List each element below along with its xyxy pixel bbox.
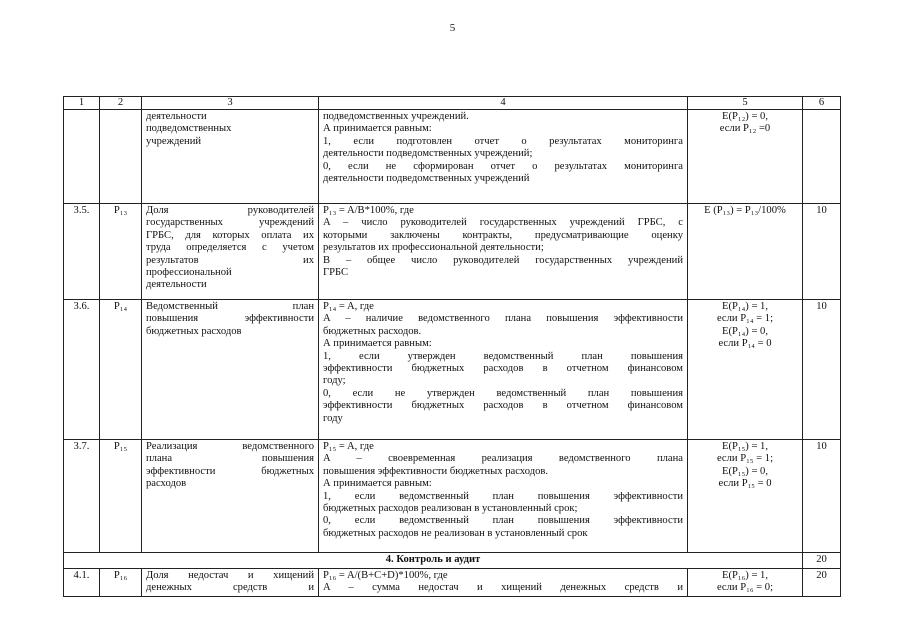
text-line: результатов их (146, 254, 314, 266)
weight: 10 (803, 204, 841, 300)
weight: 10 (803, 300, 841, 440)
text-line: B – общее число руководителей государственных учреждений (323, 254, 683, 266)
text-line: А принимается равным: (323, 123, 432, 135)
indicator-code: P₁₅ (100, 440, 142, 553)
indicator-name (142, 110, 319, 204)
text-line: А принимается равным: (323, 478, 432, 490)
text-line: Доля руководителей (146, 205, 314, 216)
text-line: Доля недостач и хищений (146, 570, 314, 581)
text-line: деятельности (146, 279, 207, 291)
text-line: 1, если утвержден ведомственный план повышения (323, 350, 683, 362)
row-number: 3.5. (64, 204, 100, 300)
row-number: 4.1. (64, 569, 100, 597)
row-number: 3.7. (64, 440, 100, 553)
text-line: E (P₁₃) = P₁₃/100% (704, 205, 786, 216)
section-row (64, 553, 841, 569)
weight (803, 110, 841, 204)
indicator-name (142, 440, 319, 553)
header-cell: 4 (319, 97, 688, 110)
evaluation (688, 110, 803, 204)
text-line: труда определяется с учетом (146, 242, 314, 254)
text-line: если P₁₂ =0 (719, 123, 771, 135)
text-line: расходов (146, 478, 187, 490)
formula-text (319, 204, 688, 300)
table-row (64, 204, 841, 300)
text-line: бюджетных расходов (146, 325, 242, 337)
text-line: бюджетных расходов. (323, 325, 422, 337)
text-line: деятельности (146, 111, 207, 122)
formula-text (319, 569, 688, 597)
evaluation (688, 569, 803, 597)
header-cell: 5 (688, 97, 803, 110)
table-row (64, 110, 841, 204)
text-line: государственных учреждений (146, 217, 314, 229)
table-row (64, 440, 841, 553)
text-line: Ведомственный план (146, 301, 314, 312)
text-line: подведомственных (146, 123, 232, 135)
text-line: плана повышения (146, 453, 314, 465)
text-line: Реализация ведомственного (146, 441, 314, 452)
text-line: E(P₁₂) = 0, (721, 111, 769, 122)
text-line: P₁₃ = A/B*100%, где (323, 205, 414, 216)
text-line: учреждений (146, 135, 202, 147)
text-line: А принимается равным: (323, 338, 432, 350)
text-line: повышения эффективности бюджетных расходов. (323, 465, 549, 477)
text-line: E(P₁₄) = 1, (721, 301, 769, 312)
text-line: бюджетных расходов не реализован в установленный срок (323, 527, 588, 539)
evaluation (688, 300, 803, 440)
text-line: E(P₁₅) = 0, (721, 465, 769, 477)
text-line: денежных средств и (146, 582, 314, 594)
indicator-name (142, 300, 319, 440)
text-line: повышения эффективности (146, 313, 314, 325)
criteria-table (63, 96, 841, 597)
formula-text (319, 440, 688, 553)
header-cell: 1 (64, 97, 100, 110)
text-line: эффективности бюджетных (146, 465, 314, 477)
text-line: году; (323, 375, 346, 387)
text-line: A – число руководителей государственных учреждений ГРБС, с (323, 217, 683, 229)
text-line: 0, если не утвержден ведомственный план повышения (323, 387, 683, 399)
text-line: если P₁₅ = 0 (718, 478, 772, 490)
evaluation (688, 440, 803, 553)
weight: 20 (803, 569, 841, 597)
table-row (64, 300, 841, 440)
formula-text (319, 300, 688, 440)
text-line: результатов их профессиональной деятельности; (323, 242, 544, 254)
text-line: если P₁₄ = 1; (716, 313, 774, 325)
text-line: если P₁₆ = 0; (716, 582, 774, 594)
header-cell: 2 (100, 97, 142, 110)
text-line: подведомственных учреждений. (323, 111, 469, 122)
text-line: 1, если ведомственный план повышения эффективности (323, 490, 683, 502)
text-line: E(P₁₄) = 0, (721, 325, 769, 337)
text-line: эффективности бюджетных расходов в отчетном финансовом (323, 400, 683, 412)
text-line: P₁₅ = A, где (323, 441, 374, 452)
indicator-code: P₁₃ (100, 204, 142, 300)
header-cell: 3 (142, 97, 319, 110)
text-line: 0, если ведомственный план повышения эффективности (323, 515, 683, 527)
evaluation (688, 204, 803, 300)
text-line: году (323, 412, 343, 424)
text-line: ГРБС, для которых оплата их (146, 229, 314, 241)
text-line: деятельности подведомственных учреждений; (323, 148, 533, 160)
text-line: если P₁₅ = 1; (716, 453, 774, 465)
section-title: 4. Контроль и аудит (64, 553, 803, 569)
page-number: 5 (449, 22, 456, 34)
formula-text (319, 110, 688, 204)
header-row (64, 97, 841, 110)
indicator-code: P₁₄ (100, 300, 142, 440)
row-number (64, 110, 100, 204)
row-number: 3.6. (64, 300, 100, 440)
text-line: 0, если не сформирован отчет о результатах мониторинга (323, 160, 683, 172)
text-line: ГРБС (323, 267, 349, 279)
section-weight: 20 (803, 553, 841, 569)
indicator-code (100, 110, 142, 204)
text-line: P₁₄ = A, где (323, 301, 374, 312)
text-line: A – сумма недостач и хищений денежных средств и (323, 582, 683, 594)
indicator-name (142, 204, 319, 300)
text-line: E(P₁₆) = 1, (721, 570, 769, 581)
weight: 10 (803, 440, 841, 553)
text-line: бюджетных расходов реализован в установленный срок; (323, 503, 578, 515)
text-line: A – наличие ведомственного плана повышения эффективности (323, 313, 683, 325)
text-line: профессиональной (146, 267, 232, 279)
header-cell: 6 (803, 97, 841, 110)
text-line: A – своевременная реализация ведомственного плана (323, 453, 683, 465)
text-line: 1, если подготовлен отчет о результатах мониторинга (323, 135, 683, 147)
text-line: E(P₁₅) = 1, (721, 441, 769, 452)
indicator-name (142, 569, 319, 597)
table-row (64, 569, 841, 597)
text-line: если P₁₄ = 0 (718, 338, 772, 350)
text-line: эффективности бюджетных расходов в отчетном финансовом (323, 363, 683, 375)
indicator-code: P₁₆ (100, 569, 142, 597)
text-line: деятельности подведомственных учреждений (323, 173, 530, 185)
text-line: P₁₆ = A/(B+C+D)*100%, где (323, 570, 448, 581)
text-line: которыми заключены контракты, предусматривающие оценку (323, 229, 683, 241)
